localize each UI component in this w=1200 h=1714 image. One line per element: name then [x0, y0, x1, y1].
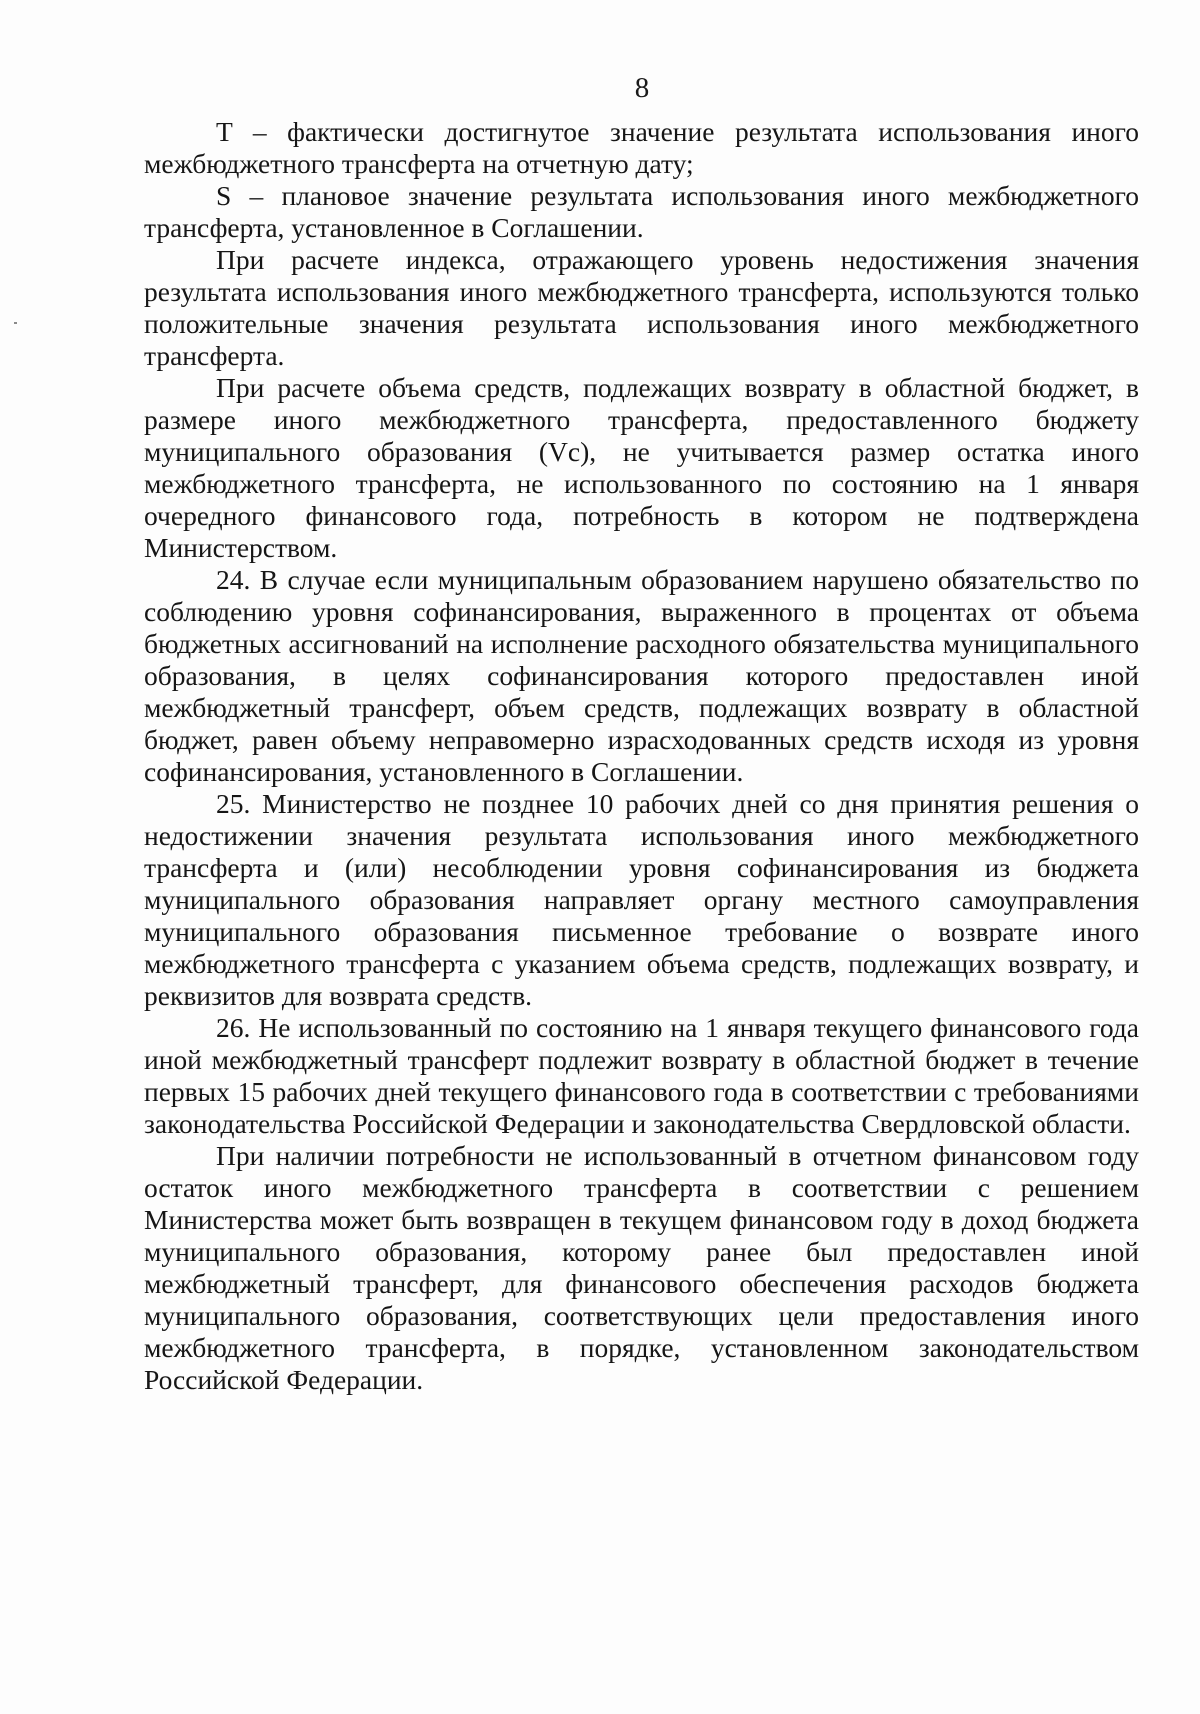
paragraph-item-24: 24. В случае если муниципальным образованием нарушено обязательство по соблюдению уровня софинансирования, выраженного в процентах от объема бюджетных ассигнований на исполнение расходного обязательства муниципального образования, в целях софинансирования которого предоставлен иной межбюджетный трансферт, объем средств, подлежащих возврату в областной бюджет, равен объему неправомерно израсходованных средств исходя из уровня софинансирования, установленного в Соглашении.: [144, 564, 1139, 787]
document-body: [144, 116, 1139, 1396]
paragraph-return-volume: При расчете объема средств, подлежащих возврату в областной бюджет, в размере иного межбюджетного трансферта, предоставленного бюджету муниципального образования (Vc), не учитывается размер остатка иного межбюджетного трансферта, не использованного по состоянию на 1 января очередного финансового года, потребность в котором не подтверждена Министерством.: [144, 372, 1139, 563]
paragraph-index-calculation: При расчете индекса, отражающего уровень недостижения значения результата использования иного межбюджетного трансферта, используются только положительные значения результата использования иного межбюджетного трансферта.: [144, 244, 1139, 371]
paragraph-s-definition: S – плановое значение результата использования иного межбюджетного трансферта, установленное в Соглашении.: [144, 180, 1139, 243]
page-number: 8: [634, 72, 650, 104]
paragraph-item-25: 25. Министерство не позднее 10 рабочих дней со дня принятия решения о недостижении значения результата использования иного межбюджетного трансферта и (или) несоблюдении уровня софинансирования из бюджета муниципального образования направляет органу местного самоуправления муниципального образования письменное требование о возврате иного межбюджетного трансферта с указанием объема средств, подлежащих возврату, и реквизитов для возврата средств.: [144, 788, 1139, 1011]
scan-edge-mark: [14, 322, 17, 324]
paragraph-unused-balance: При наличии потребности не использованный в отчетном финансовом году остаток иного межбюджетного трансферта в соответствии с решением Министерства может быть возвращен в текущем финансовом году в доход бюджета муниципального образования, которому ранее был предоставлен иной межбюджетный трансферт, для финансового обеспечения расходов бюджета муниципального образования, соответствующих цели предоставления иного межбюджетного трансферта, в порядке, установленном законодательством Российской Федерации.: [144, 1140, 1139, 1395]
paragraph-t-definition: T – фактически достигнутое значение результата использования иного межбюджетного трансферта на отчетную дату;: [144, 116, 1139, 179]
paragraph-item-26: 26. Не использованный по состоянию на 1 января текущего финансового года иной межбюджетный трансферт подлежит возврату в областной бюджет в течение первых 15 рабочих дней текущего финансового года в соответствии с требованиями законодательства Российской Федерации и законодательства Свердловской области.: [144, 1012, 1139, 1139]
